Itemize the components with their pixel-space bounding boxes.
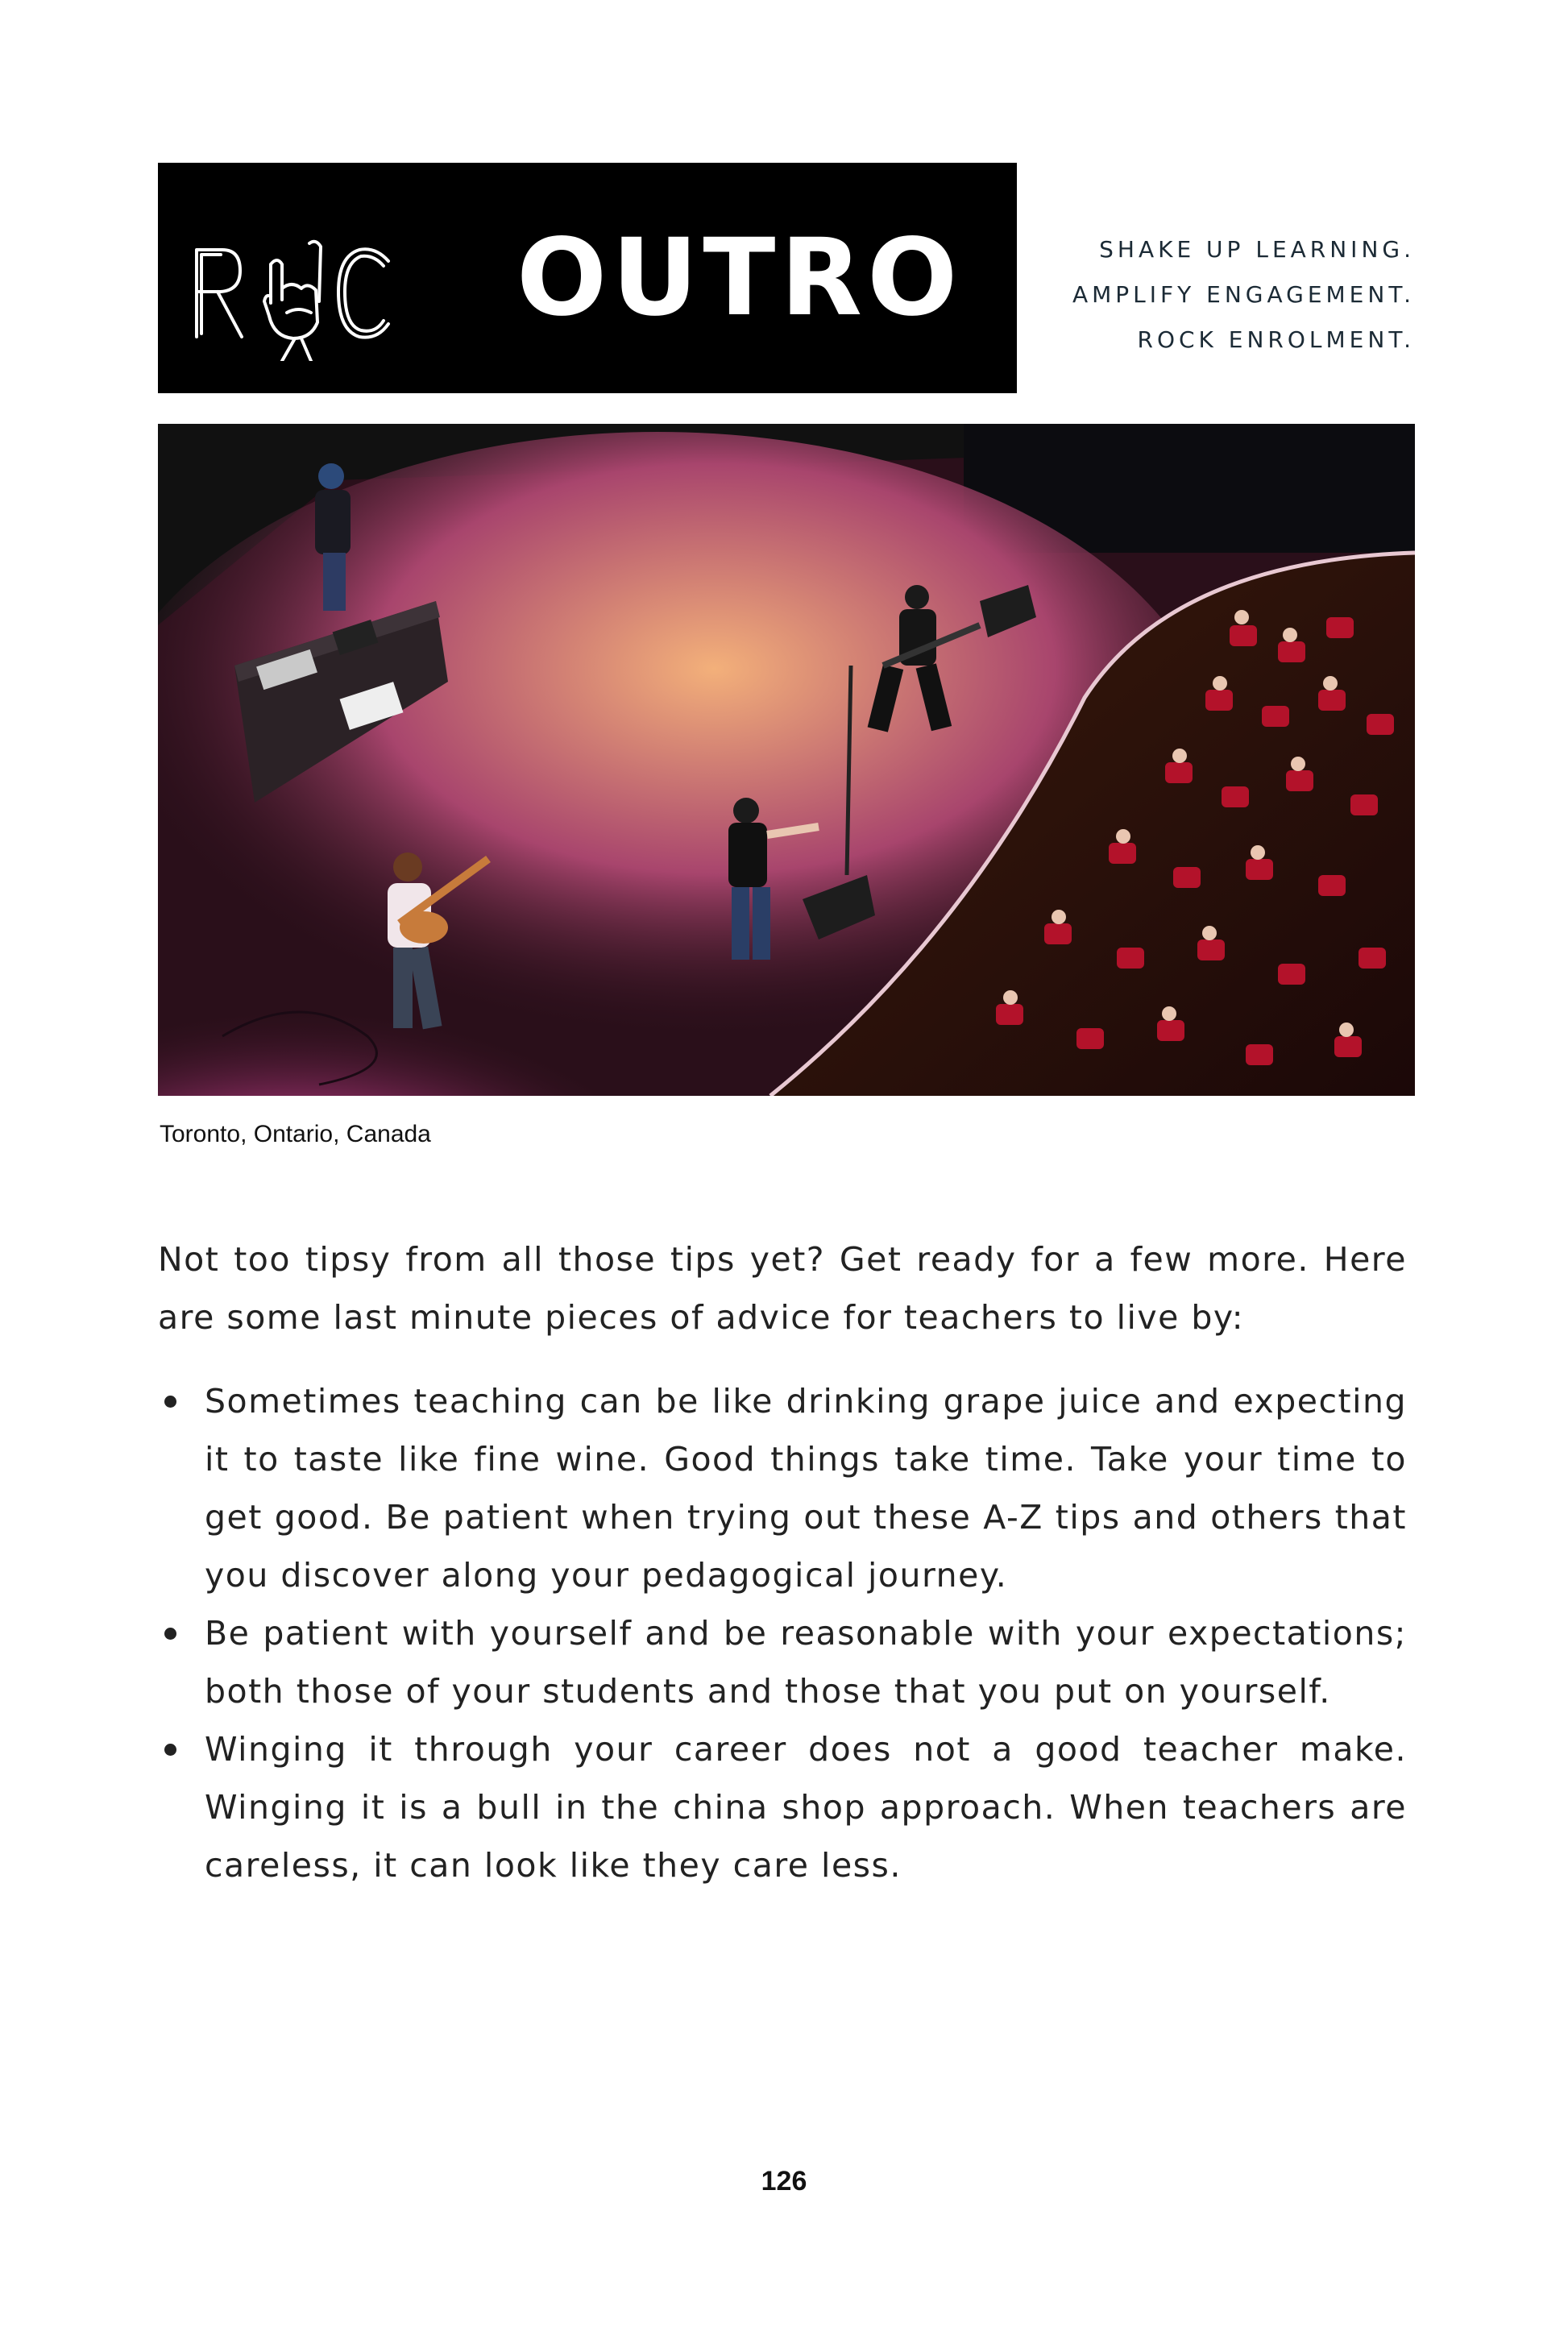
list-item-text: Be patient with yourself and be reasonable with your expectations; both those of your students and those that you put on yourself.: [205, 1614, 1407, 1711]
list-item: [158, 1372, 1407, 1604]
bullet-icon: [164, 1628, 176, 1640]
list-item: [158, 1720, 1407, 1894]
list-item: [158, 1604, 1407, 1720]
tagline-2: AMPLIFY ENGAGEMENT.: [1072, 281, 1415, 308]
concert-photo-illustration: [158, 424, 1415, 1096]
body-text: [158, 1230, 1407, 1894]
list-item-text: Winging it through your career does not a good teacher make. Winging it is a bull in the china shop approach. When teachers are careless, it can look like they care less.: [205, 1730, 1407, 1885]
header-banner: [158, 163, 1017, 393]
tagline-1: SHAKE UP LEARNING.: [1099, 236, 1415, 263]
intro-paragraph: Not too tipsy from all those tips yet? Get ready for a few more. Here are some last minute pieces of advice for teachers to live by:: [158, 1240, 1407, 1337]
page-number: 126: [761, 2166, 807, 2196]
chapter-title: OUTRO: [516, 216, 963, 340]
tagline-3: ROCK ENROLMENT.: [1137, 326, 1415, 353]
advice-list: [158, 1372, 1407, 1894]
list-item-text: Sometimes teaching can be like drinking grape juice and expecting it to taste like fine wine. Good things take time. Take your time to get good. Be patient when trying out these A-Z tips and others that you discover along your pedagogical journey.: [205, 1382, 1407, 1595]
bullet-icon: [164, 1744, 176, 1756]
concert-stage-photo: [158, 424, 1415, 1096]
bullet-icon: [164, 1396, 176, 1408]
photo-caption: Toronto, Ontario, Canada: [160, 1121, 431, 1147]
rock-hand-logo-icon: [190, 232, 392, 361]
tagline-block: [1072, 227, 1415, 363]
